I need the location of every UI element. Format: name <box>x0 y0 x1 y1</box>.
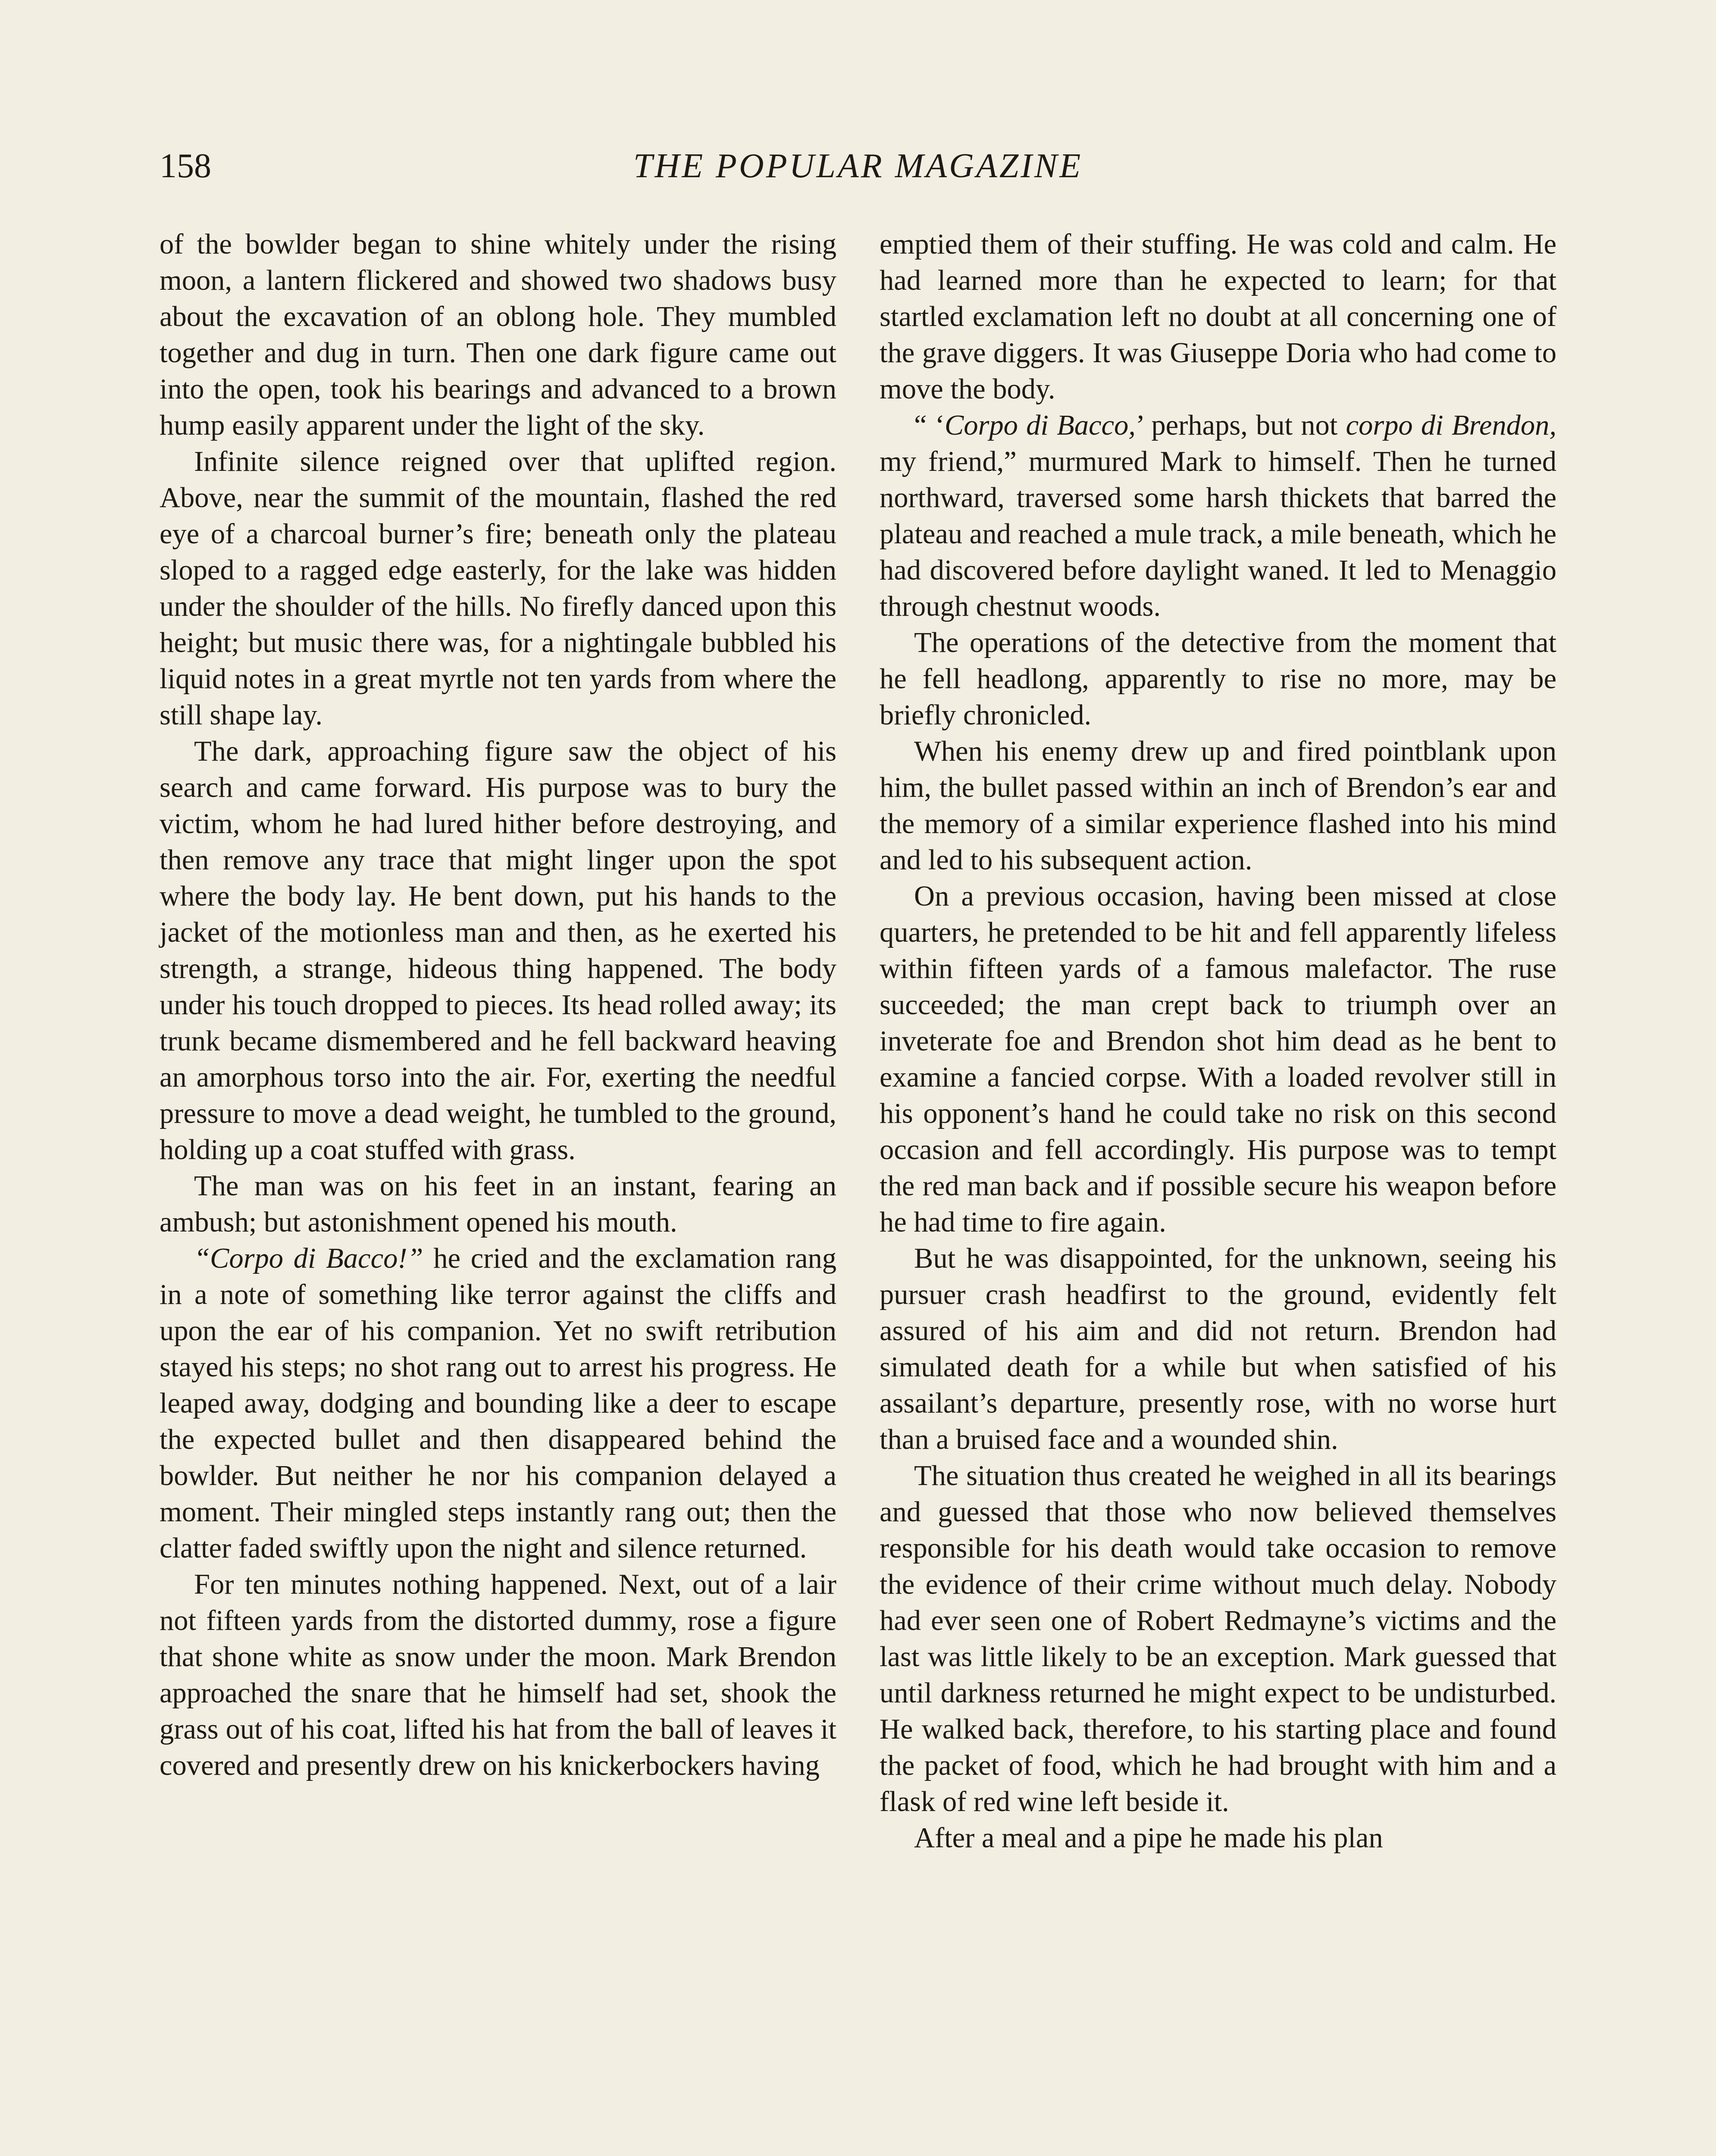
paragraph: The operations of the detective from the moment that he fell headlong, apparently to rise no more, may be briefly chronicled. <box>880 627 1556 731</box>
paragraph: The man was on his feet in an instant, fearing an ambush; but astonishment opened his mouth. <box>160 1170 836 1238</box>
paragraph: “Corpo di Bacco!” he cried and the exclamation rang in a note of something like terror against the cliffs and upon the ear of his companion. Yet no swift retribution stayed his steps; no shot rang out to arrest his progress. He leaped away, dodging and bounding like a deer to escape the expected bullet and then disappeared behind the bowlder. But neither he nor his companion delayed a moment. Their mingled steps instantly rang out; then the clatter faded swiftly upon the night and silence returned. <box>160 1243 836 1564</box>
running-title: THE POPULAR MAGAZINE <box>633 147 1083 185</box>
paragraph: The situation thus created he weighed in all its bearings and guessed that those who now believed themselves responsible for his death would take occasion to remove the evidence of their crime without much delay. Nobody had ever seen one of Robert Redmayne’s victims and the last was little likely to be an exception. Mark guessed that until darkness returned he might expect to be undisturbed. He walked back, therefore, to his starting place and found the packet of food, which he had brought with him and a flask of red wine left beside it. <box>880 1460 1556 1818</box>
paragraph: On a previous occasion, having been missed at close quarters, he pretended to be hit and fell apparently lifeless within fifteen yards of a famous malefactor. The ruse succeeded; the man crept back to triumph over an inveterate foe and Brendon shot him dead as he bent to examine a fancied corpse. With a loaded revolver still in his opponent’s hand he could take no risk on this second occasion and fell accordingly. His purpose was to tempt the red man back and if possible secure his weapon before he had time to fire again. <box>880 881 1556 1238</box>
italic-exclamation: “Corpo di Bacco!” <box>194 1243 423 1274</box>
paragraph: Infinite silence reigned over that uplifted region. Above, near the summit of the mountain, flashed the red eye of a charcoal burner’s fire; beneath only the plateau sloped to a ragged edge easterly, for the lake was hidden under the shoulder of the hills. No firefly danced upon this height; but music there was, for a nightingale bubbled his liquid notes in a great myrtle not ten yards from where the still shape lay. <box>160 446 836 731</box>
paragraph: When his enemy drew up and fired pointblank upon him, the bullet passed within an inch of Brendon’s ear and the memory of a similar experience flashed into his mind and led to his subsequent action. <box>880 736 1556 876</box>
paragraph: The dark, approaching figure saw the object of his search and came forward. His purpose was to bury the victim, whom he had lured hither before destroying, and then remove any trace that might linger upon the spot where the body lay. He bent down, put his hands to the jacket of the motionless man and then, as he exerted his strength, a strange, hideous thing happened. The body under his touch dropped to pieces. Its head rolled away; its trunk became dismembered and he fell backward heaving an amorphous torso into the air. For, exerting the needful pressure to move a dead weight, he tumbled to the ground, holding up a coat stuffed with grass. <box>160 736 836 1166</box>
page-header <box>160 142 1556 198</box>
italic-phrase: Corpo di Bacco, <box>944 410 1136 441</box>
paragraph: emptied them of their stuffing. He was cold and calm. He had learned more than he expected to learn; for that startled exclamation left no doubt at all concerning one of the grave diggers. It was Giuseppe Doria who had come to move the body. <box>880 229 1556 405</box>
paragraph: For ten minutes nothing happened. Next, out of a lair not fifteen yards from the distorted dummy, rose a figure that shone white as snow under the moon. Mark Brendon approached the snare that he himself had set, shook the grass out of his coat, lifted his hat from the ball of leaves it covered and presently drew on his knickerbockers having <box>160 1569 836 1781</box>
page-number: 158 <box>160 147 211 185</box>
paragraph: But he was disappointed, for the unknown, seeing his pursuer crash headfirst to the ground, evidently felt assured of his aim and did not return. Brendon had simulated death for a while but when satisfied of his assailant’s departure, presently rose, with no worse hurt than a bruised face and a wounded shin. <box>880 1243 1556 1455</box>
paragraph: “ ‘Corpo di Bacco,’ perhaps, but not corpo di Brendon, my friend,” murmured Mark to himself. Then he turned northward, traversed some harsh thickets that barred the plateau and reached a mule track, a mile beneath, which he had discovered before daylight waned. It led to Menaggio through chestnut woods. <box>880 410 1556 622</box>
paragraph: After a meal and a pipe he made his plan <box>914 1822 1383 1854</box>
left-column <box>160 226 836 1784</box>
right-column <box>880 226 1556 1856</box>
italic-phrase: corpo di Brendon, <box>1346 410 1556 441</box>
paragraph: of the bowlder began to shine whitely under the rising moon, a lantern flickered and showed two shadows busy about the excavation of an oblong hole. They mumbled together and dug in turn. Then one dark figure came out into the open, took his bearings and advanced to a brown hump easily apparent under the light of the sky. <box>160 229 836 441</box>
